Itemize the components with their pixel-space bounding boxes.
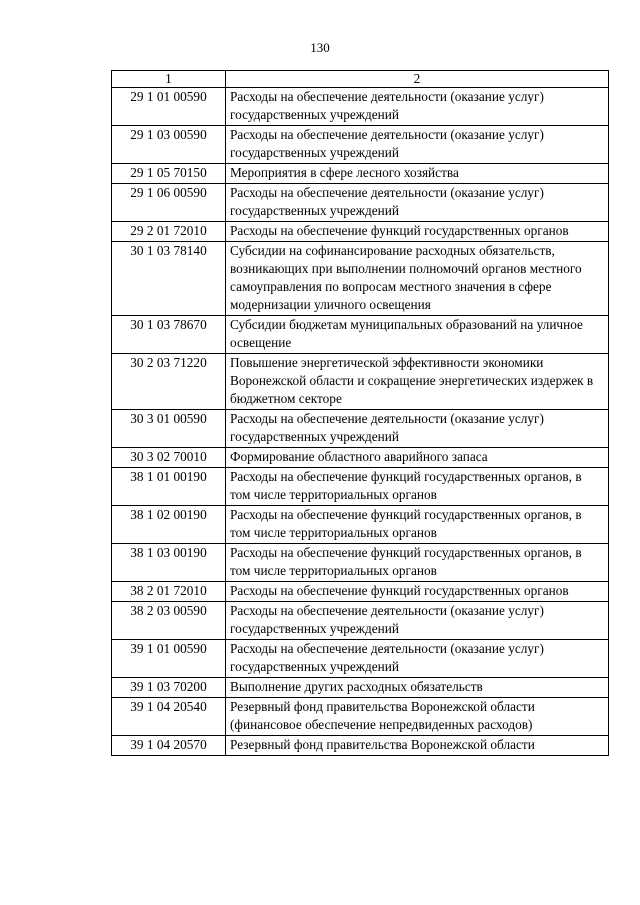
expense-description: Расходы на обеспечение деятельности (оказание услуг) государственных учреждений [226, 184, 609, 222]
expense-code: 38 1 01 00190 [112, 468, 226, 506]
expense-code: 38 1 02 00190 [112, 506, 226, 544]
table-row [112, 222, 609, 242]
table-row [112, 678, 609, 698]
budget-classification-table [111, 70, 609, 756]
expense-code: 30 1 03 78140 [112, 242, 226, 316]
table-row [112, 582, 609, 602]
expense-code: 39 1 04 20570 [112, 736, 226, 756]
expense-description: Расходы на обеспечение деятельности (оказание услуг) государственных учреждений [226, 88, 609, 126]
expense-code: 29 1 01 00590 [112, 88, 226, 126]
expense-description: Мероприятия в сфере лесного хозяйства [226, 164, 609, 184]
table-row [112, 316, 609, 354]
expense-code: 29 1 06 00590 [112, 184, 226, 222]
table-row [112, 242, 609, 316]
expense-code: 39 1 03 70200 [112, 678, 226, 698]
expense-code: 39 1 01 00590 [112, 640, 226, 678]
table-row [112, 602, 609, 640]
column-header-description: 2 [226, 71, 609, 88]
expense-code: 30 3 01 00590 [112, 410, 226, 448]
expense-description: Расходы на обеспечение функций государственных органов [226, 582, 609, 602]
table-row [112, 468, 609, 506]
expense-description: Расходы на обеспечение деятельности (оказание услуг) государственных учреждений [226, 640, 609, 678]
table-row [112, 184, 609, 222]
table-row [112, 354, 609, 410]
table-body [112, 88, 609, 756]
expense-code: 29 1 05 70150 [112, 164, 226, 184]
expense-code: 30 1 03 78670 [112, 316, 226, 354]
table-row [112, 698, 609, 736]
expense-description: Субсидии бюджетам муниципальных образований на уличное освещение [226, 316, 609, 354]
expense-description: Расходы на обеспечение деятельности (оказание услуг) государственных учреждений [226, 410, 609, 448]
expense-code: 30 3 02 70010 [112, 448, 226, 468]
table-row [112, 126, 609, 164]
table-row [112, 640, 609, 678]
expense-code: 29 2 01 72010 [112, 222, 226, 242]
table-header-row [112, 71, 609, 88]
table-row [112, 544, 609, 582]
table-row [112, 164, 609, 184]
expense-code: 30 2 03 71220 [112, 354, 226, 410]
expense-code: 39 1 04 20540 [112, 698, 226, 736]
table-row [112, 410, 609, 448]
table-row [112, 88, 609, 126]
expense-description: Расходы на обеспечение деятельности (оказание услуг) государственных учреждений [226, 602, 609, 640]
page-number: 130 [310, 40, 330, 55]
table-row [112, 736, 609, 756]
expense-code: 38 2 03 00590 [112, 602, 226, 640]
column-header-code: 1 [112, 71, 226, 88]
expense-description: Резервный фонд правительства Воронежской области (финансовое обеспечение непредвиденных расходов) [226, 698, 609, 736]
expense-code: 38 2 01 72010 [112, 582, 226, 602]
expense-description: Формирование областного аварийного запаса [226, 448, 609, 468]
expense-description: Расходы на обеспечение функций государственных органов [226, 222, 609, 242]
expense-description: Повышение энергетической эффективности экономики Воронежской области и сокращение энергетических издержек в бюджетном секторе [226, 354, 609, 410]
expense-description: Выполнение других расходных обязательств [226, 678, 609, 698]
expense-description: Расходы на обеспечение функций государственных органов, в том числе территориальных органов [226, 468, 609, 506]
expense-description: Расходы на обеспечение функций государственных органов, в том числе территориальных органов [226, 506, 609, 544]
expense-description: Субсидии на софинансирование расходных обязательств, возникающих при выполнении полномочий органов местного самоуправления по вопросам местного значения в сфере модернизации уличного освещения [226, 242, 609, 316]
expense-description: Резервный фонд правительства Воронежской области [226, 736, 609, 756]
expense-description: Расходы на обеспечение деятельности (оказание услуг) государственных учреждений [226, 126, 609, 164]
table-row [112, 506, 609, 544]
expense-code: 29 1 03 00590 [112, 126, 226, 164]
expense-code: 38 1 03 00190 [112, 544, 226, 582]
expense-description: Расходы на обеспечение функций государственных органов, в том числе территориальных органов [226, 544, 609, 582]
table-row [112, 448, 609, 468]
